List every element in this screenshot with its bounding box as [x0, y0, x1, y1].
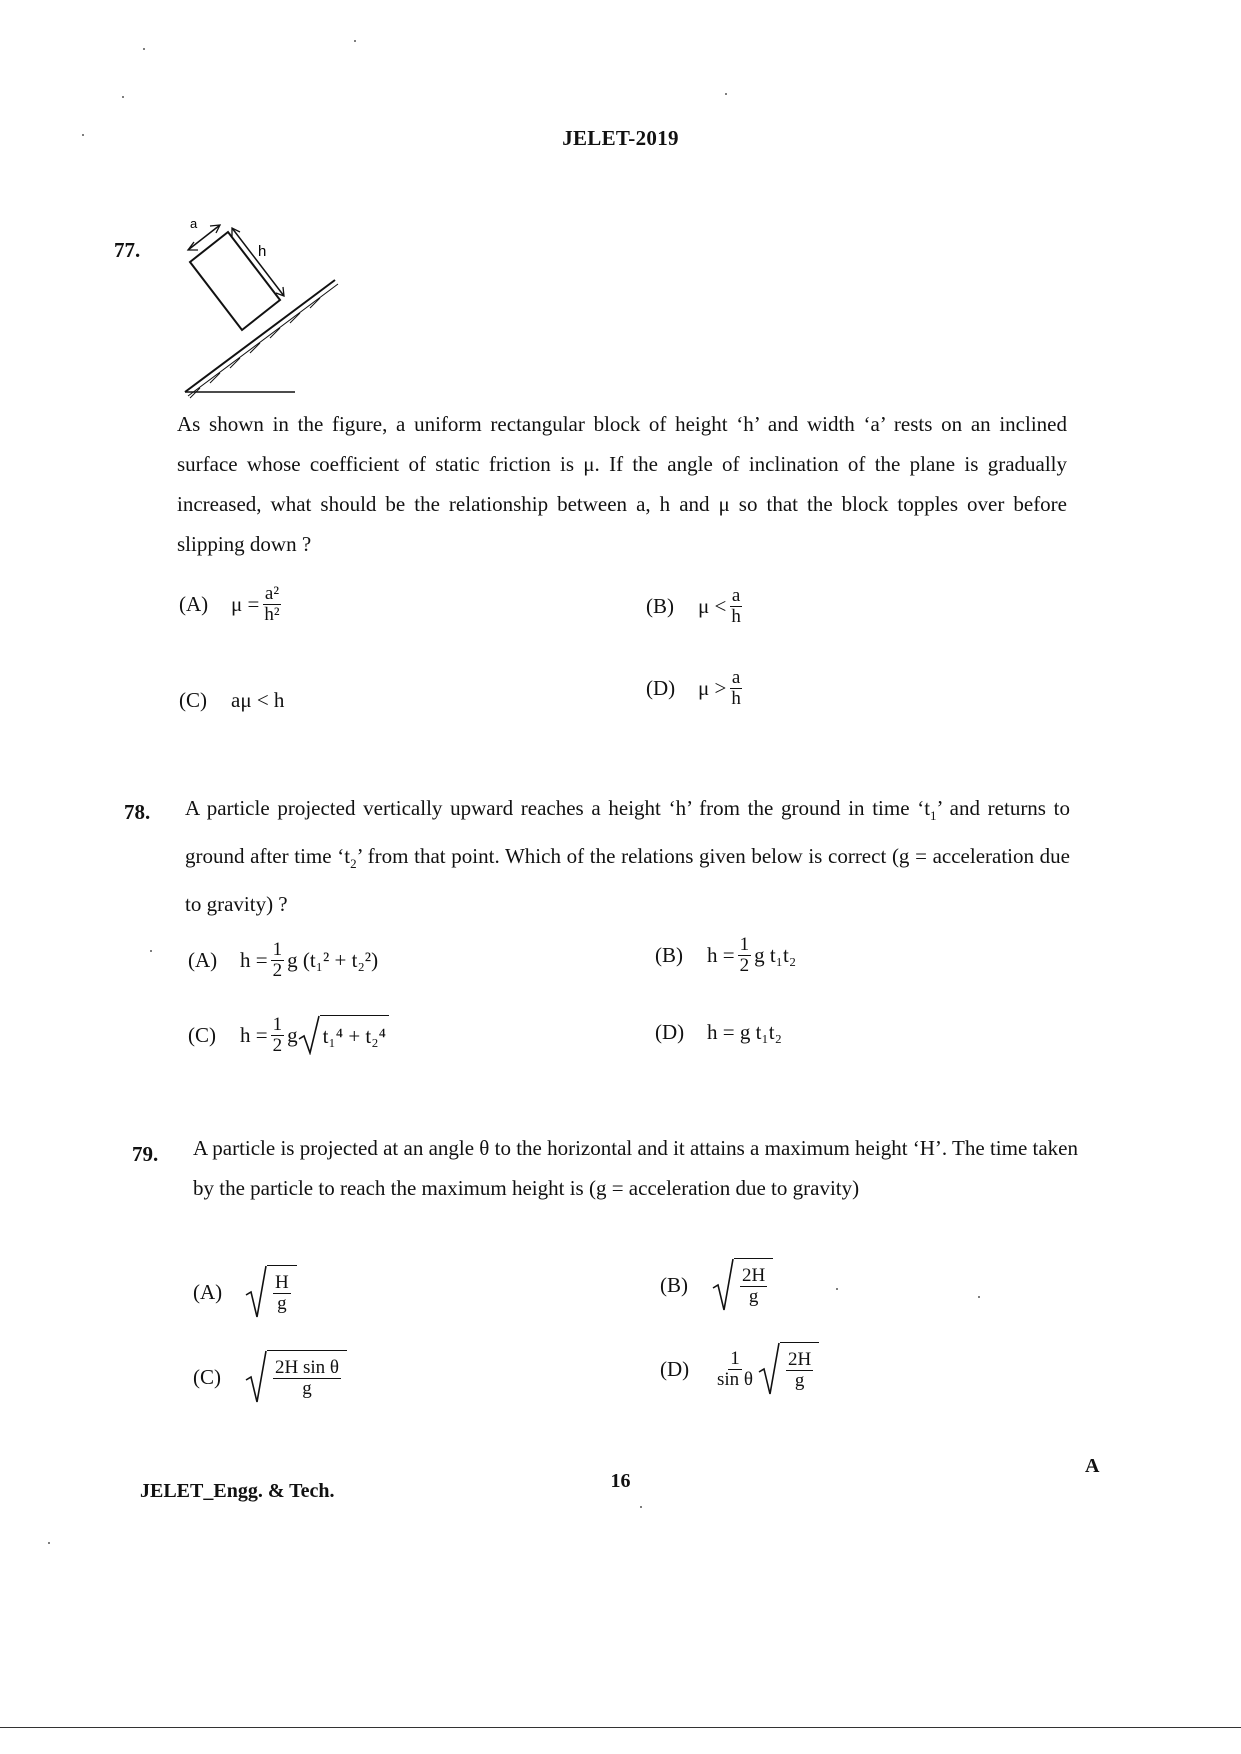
question-77-text: As shown in the figure, a uniform rectangular block of height ‘h’ and width ‘a’ rests on an inclined surface whose coefficient of static friction is μ. If the angle of inclination of the plane is gradually increased, what should be the relationship between a, h and μ so that the block topples over before slipping down ? [177, 412, 1067, 556]
fraction [271, 1015, 285, 1056]
question-79-text: A particle is projected at an angle θ to the horizontal and it attains a maximum height ‘H’. The time taken by the particle to reach the maximum height is (g = acceleration due to gravity) [193, 1136, 1078, 1200]
option-label: (B) [655, 942, 683, 967]
fraction-denominator: 2 [739, 954, 750, 976]
fraction-numerator: 2H sin θ [275, 1357, 339, 1379]
fraction-numerator: a [731, 585, 741, 606]
inclined-block-figure [180, 220, 340, 400]
question-78-text-part: ’ from that point. Which of the relations given below is correct (g = acceleration due to gravity) ? [185, 844, 1070, 917]
fraction-numerator: a² [264, 583, 280, 604]
option-label: (B) [646, 593, 674, 618]
square-root [245, 1350, 347, 1404]
fraction [740, 1266, 767, 1307]
fraction [729, 586, 743, 627]
fraction-numerator: H [275, 1272, 289, 1294]
scan-speck [122, 96, 124, 98]
fraction-numerator: 1 [272, 939, 283, 960]
question-78-option-b[interactable] [655, 935, 796, 976]
option-expression: aμ < h [231, 688, 285, 712]
question-77-option-c[interactable] [179, 688, 284, 713]
question-77-number: 77. [114, 238, 141, 262]
radical-sign [245, 1350, 267, 1404]
option-rhs: g (t₁² + t₂²) [287, 947, 379, 972]
scan-speck [725, 93, 727, 95]
fraction-denominator: g [794, 1370, 805, 1391]
option-label: (A) [179, 591, 209, 616]
fraction-numerator: 1 [730, 1347, 740, 1369]
radical-sign [758, 1342, 780, 1396]
fraction-denominator: h² [264, 603, 280, 625]
fraction-denominator: h [731, 687, 741, 709]
fraction-numerator: 1 [739, 934, 750, 955]
radicand: t₁⁴ + t₂⁴ [320, 1015, 389, 1055]
question-79-number: 79. [132, 1142, 159, 1166]
fraction-numerator: 2H [742, 1265, 766, 1287]
scan-speck [978, 1296, 980, 1298]
figure-label-h: h [258, 243, 267, 260]
fraction [273, 1358, 341, 1399]
radicand [734, 1258, 773, 1312]
question-78-text-part: A particle projected vertically upward reaches a height ‘h’ from the ground in time ‘t [185, 796, 931, 820]
question-set-code: A [1085, 1455, 1100, 1477]
square-root [712, 1258, 773, 1312]
option-lhs: h = [240, 1022, 268, 1047]
footer-paper-name: JELET_Engg. & Tech. [140, 1480, 335, 1502]
option-lhs: μ > [698, 675, 727, 700]
square-root [298, 1015, 389, 1055]
square-root [758, 1342, 819, 1396]
fraction-denominator: g [748, 1286, 759, 1307]
question-77-option-a[interactable] [179, 584, 285, 625]
question-79-option-c[interactable] [193, 1350, 347, 1404]
fraction-denominator: 2 [272, 959, 283, 981]
option-mid: g [287, 1022, 298, 1047]
fraction [715, 1349, 755, 1390]
subscript: 2 [350, 856, 357, 872]
fraction [738, 935, 752, 976]
radicand [267, 1350, 347, 1404]
scan-speck [640, 1506, 642, 1508]
bottom-rule [0, 1727, 1241, 1728]
option-rhs: g t₁t₂ [754, 942, 797, 967]
option-label: (A) [188, 947, 218, 972]
scan-speck [354, 40, 356, 42]
question-79-option-d[interactable] [660, 1342, 819, 1396]
fraction [262, 584, 281, 625]
option-label: (B) [660, 1272, 688, 1297]
fraction [273, 1273, 291, 1314]
fraction-denominator: g [277, 1293, 287, 1314]
fraction-numerator: a [731, 667, 741, 688]
scan-speck [150, 950, 152, 952]
option-label: (C) [179, 688, 207, 712]
question-78-option-d[interactable] [655, 1020, 782, 1045]
page-number: 16 [610, 1470, 631, 1492]
radicand [267, 1265, 297, 1319]
option-lhs: h = [707, 942, 735, 967]
radicand [780, 1342, 819, 1396]
option-label: (D) [655, 1020, 685, 1044]
question-78-text [185, 788, 1070, 924]
square-root [245, 1265, 297, 1319]
fraction [729, 668, 743, 709]
question-77-option-d[interactable] [646, 668, 746, 709]
scan-speck [48, 1542, 50, 1544]
subscript: 1 [930, 808, 937, 824]
option-label: (D) [660, 1356, 690, 1381]
question-79-option-b[interactable] [660, 1258, 773, 1312]
fraction-numerator: 1 [272, 1014, 283, 1035]
fraction-denominator: 2 [272, 1034, 283, 1056]
figure-label-a: a [190, 220, 198, 231]
question-79-option-a[interactable] [193, 1265, 297, 1319]
option-label: (D) [646, 675, 676, 700]
page-title: JELET-2019 [562, 126, 679, 150]
question-78-text-part: ’ and returns to ground after time ‘t [185, 796, 1070, 869]
option-lhs: μ < [698, 593, 727, 618]
scan-speck [143, 48, 145, 50]
radical-sign [298, 1015, 320, 1055]
option-label: (C) [193, 1364, 221, 1389]
question-78-option-c[interactable] [188, 1015, 389, 1056]
fraction [786, 1350, 813, 1391]
option-label: (A) [193, 1279, 223, 1304]
fraction [271, 940, 285, 981]
scan-speck [82, 134, 84, 136]
fraction-numerator: 2H [788, 1349, 812, 1371]
question-78-number: 78. [124, 800, 151, 824]
fraction-denominator: g [302, 1378, 312, 1399]
question-77-option-b[interactable] [646, 586, 746, 627]
option-lhs: μ = [231, 591, 260, 616]
scan-speck [836, 1288, 838, 1290]
option-lhs: h = [240, 947, 268, 972]
question-78-option-a[interactable] [188, 940, 378, 981]
option-expression: h = g t₁t₂ [707, 1020, 782, 1044]
radical-sign [245, 1265, 267, 1319]
option-label: (C) [188, 1022, 216, 1047]
fraction-denominator: sin θ [717, 1368, 754, 1390]
radical-sign [712, 1258, 734, 1312]
fraction-denominator: h [731, 605, 741, 627]
